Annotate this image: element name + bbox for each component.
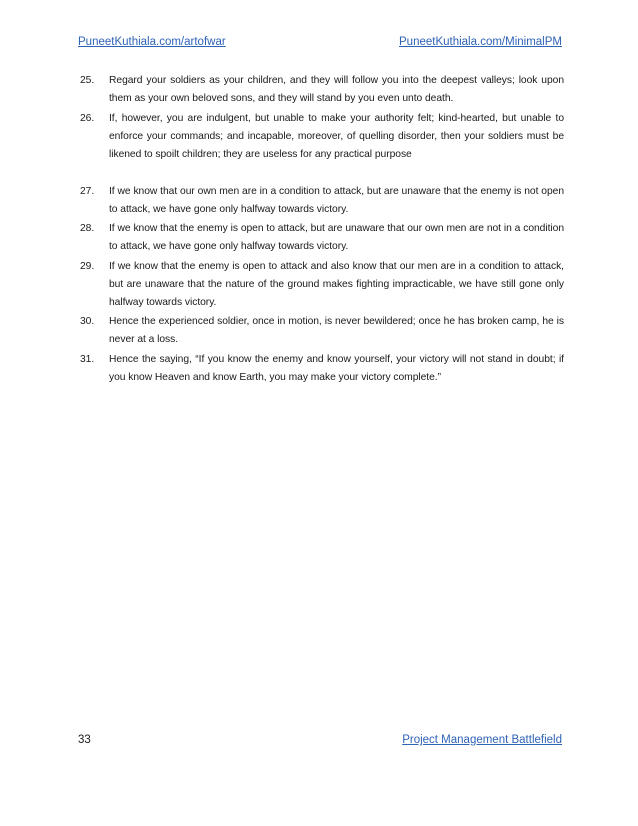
- item-text: If we know that the enemy is open to attack and also know that our men are in a condition to attack, but are unaware that the nature of the ground makes fighting impracticable, we have still gone only halfway towards victory.: [109, 260, 564, 308]
- page-header: [78, 36, 562, 48]
- item-number: 29.: [80, 260, 95, 272]
- list-item: [78, 313, 564, 349]
- item-number: 26.: [80, 112, 95, 124]
- list-item: [78, 258, 564, 312]
- item-text: Hence the saying, “If you know the enemy and know yourself, your victory will not stand in doubt; if you know Heaven and know Earth, you may make your victory complete.”: [109, 353, 564, 383]
- list-item: [78, 351, 564, 387]
- numbered-list: [78, 72, 564, 388]
- item-number: 25.: [80, 75, 95, 86]
- list-item: [78, 183, 564, 219]
- artofwar-link[interactable]: PuneetKuthiala.com/artofwar: [78, 36, 226, 48]
- list-item: [78, 72, 564, 108]
- list-item: [78, 110, 564, 164]
- item-number: 27.: [80, 185, 95, 197]
- item-text: If we know that our own men are in a condition to attack, but are unaware that the enemy is not open to attack, we have gone only halfway towards victory.: [109, 185, 564, 215]
- item-text: Hence the experienced soldier, once in motion, is never bewildered; once he has broken camp, he is never at a loss.: [109, 316, 564, 345]
- item-text: If we know that the enemy is open to attack, but are unaware that our own men are not in a condition to attack, we have gone only halfway towards victory.: [109, 223, 564, 252]
- item-number: 28.: [80, 223, 95, 234]
- minimalpm-link[interactable]: PuneetKuthiala.com/MinimalPM: [399, 36, 562, 48]
- list-item: [78, 220, 564, 256]
- item-number: 31.: [80, 353, 95, 365]
- item-text: If, however, you are indulgent, but unable to make your authority felt; kind-hearted, but unable to enforce your commands; and incapable, moreover, of quelling disorder, then your soldiers must be likened to spoilt children; they are useless for any practical purpose: [109, 112, 564, 160]
- battlefield-link[interactable]: Project Management Battlefield: [402, 734, 562, 746]
- item-number: 30.: [80, 316, 95, 327]
- page-footer: [78, 734, 562, 746]
- page-number: 33: [78, 734, 91, 746]
- item-text: Regard your soldiers as your children, and they will follow you into the deepest valleys; look upon them as your own beloved sons, and they will stand by you even unto death.: [109, 75, 564, 104]
